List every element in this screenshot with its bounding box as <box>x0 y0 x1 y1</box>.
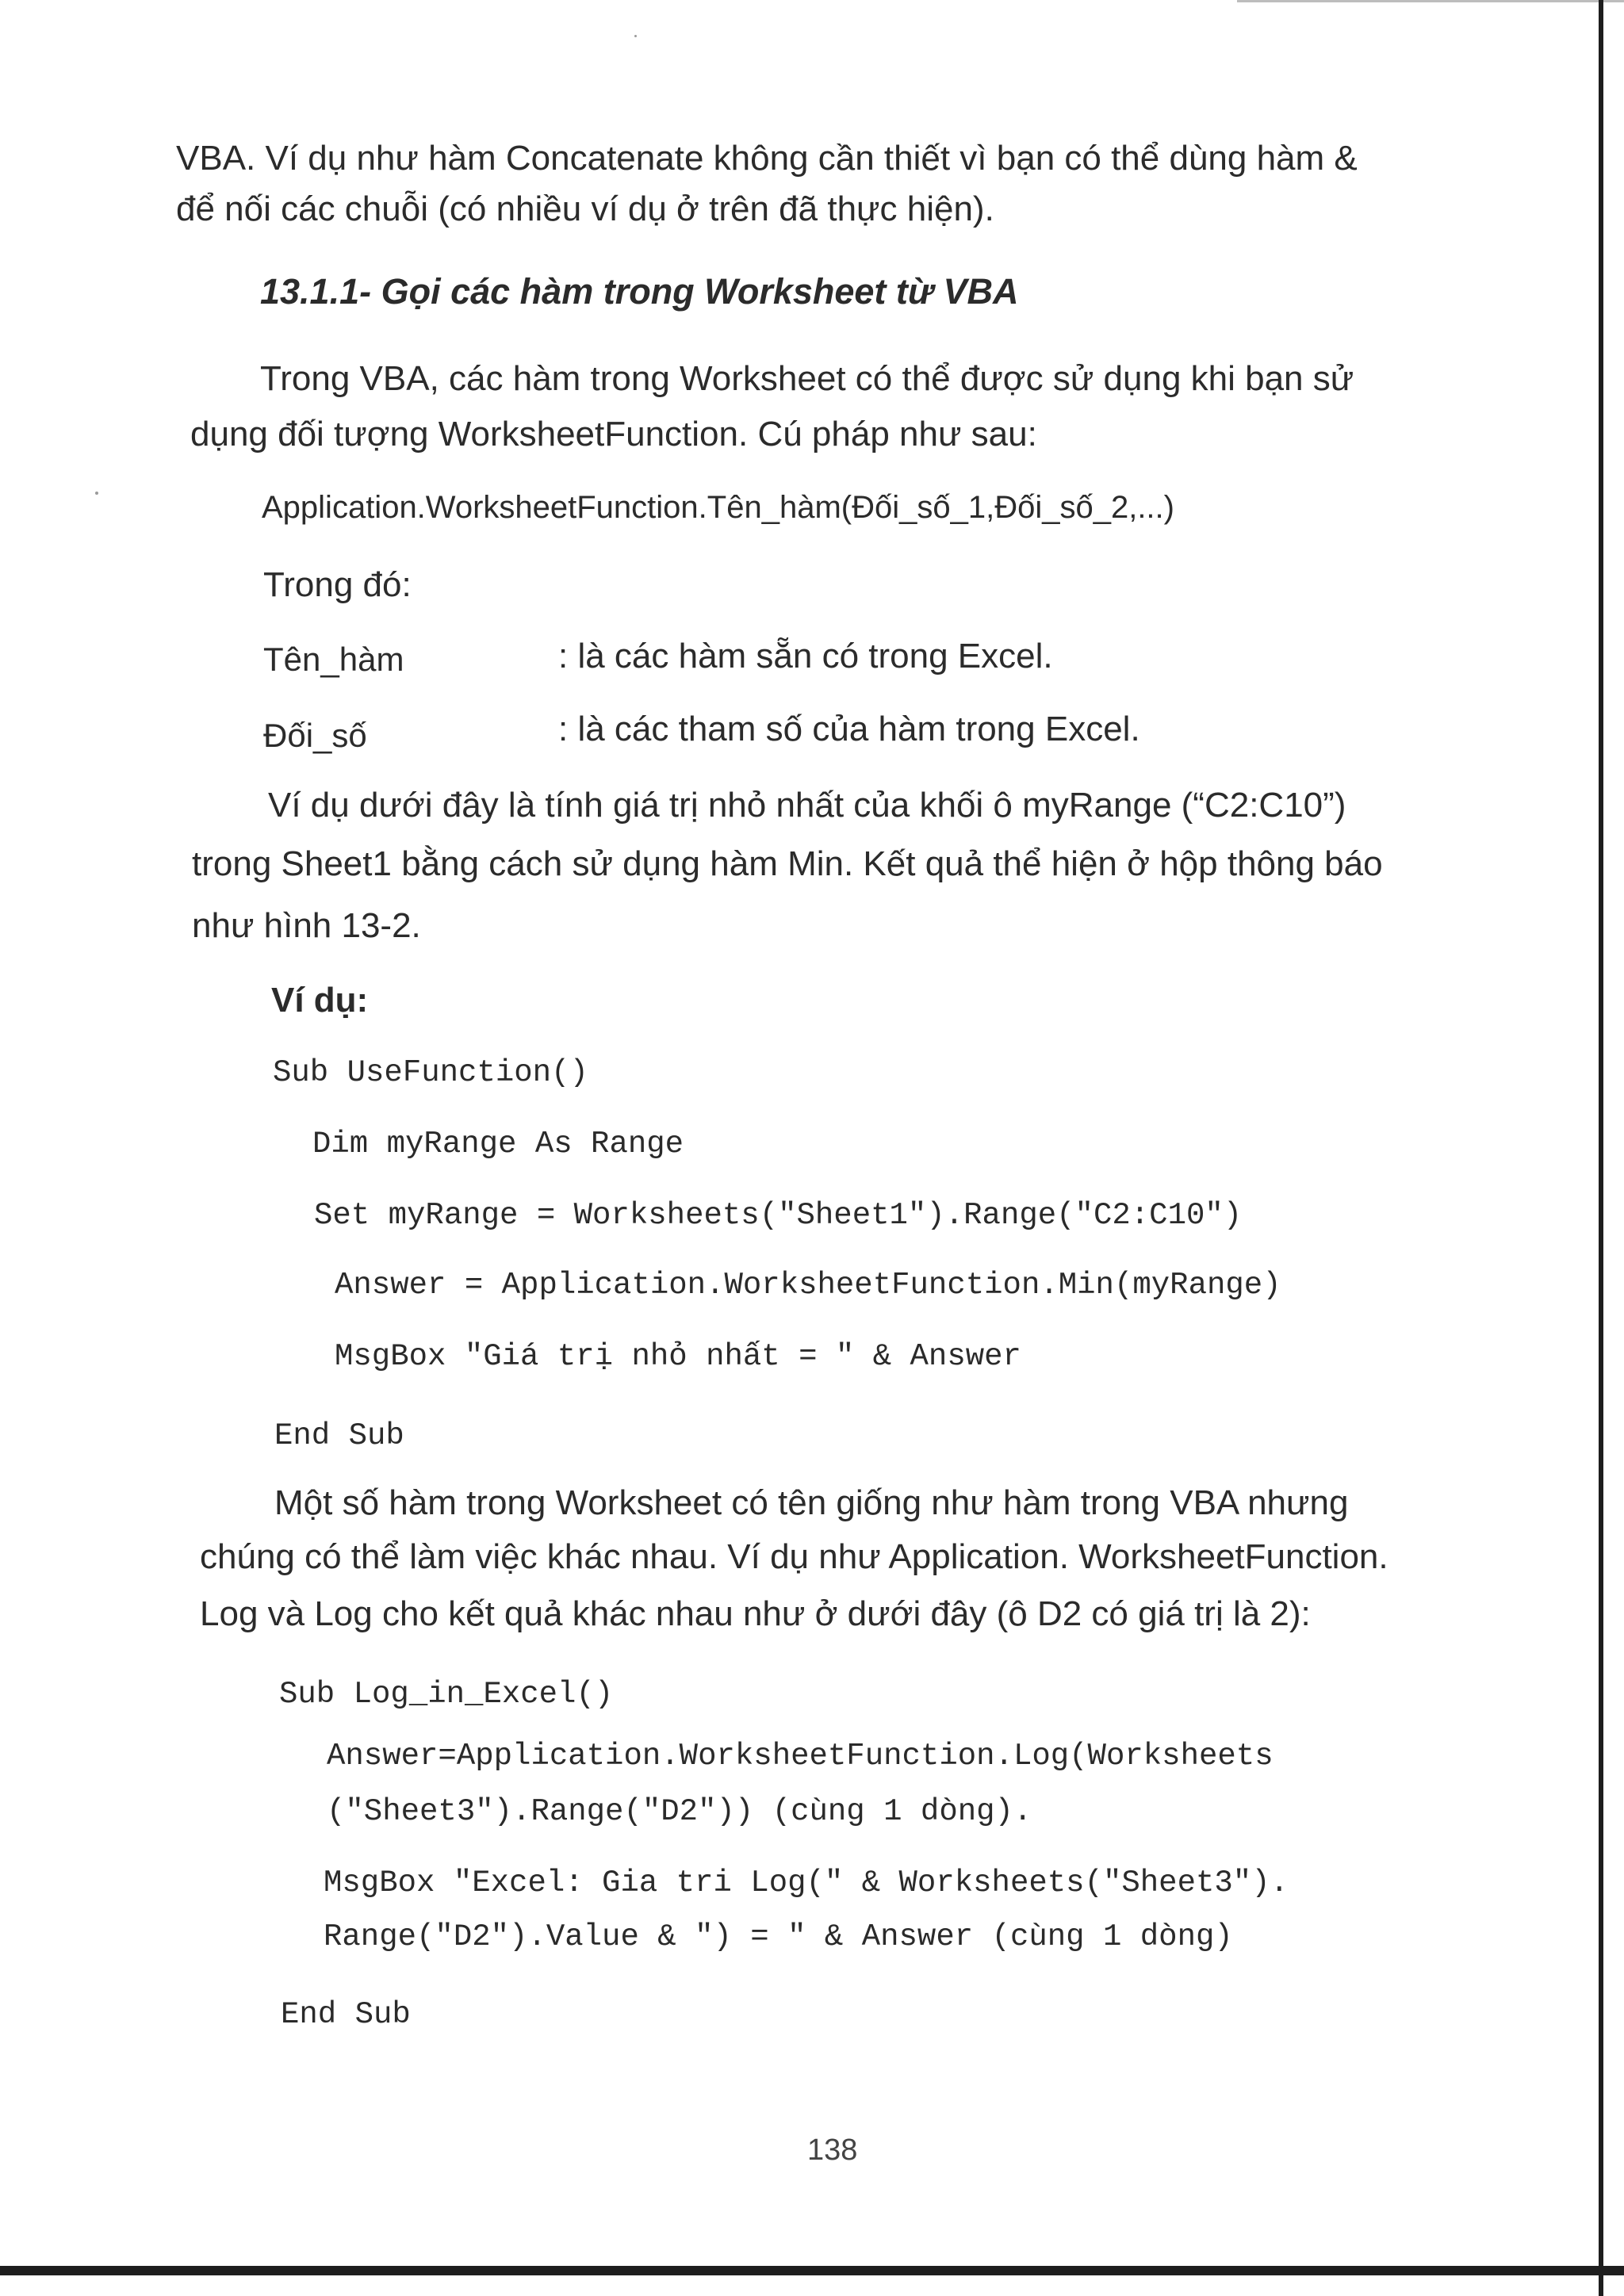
scan-edge-bottom <box>0 2266 1624 2275</box>
code-line: Sub Log_in_Excel() <box>279 1677 614 1712</box>
code-line: MsgBox "Excel: Gia tri Log(" & Worksheets("Sheet3"). <box>324 1866 1289 1900</box>
paragraph-line: dụng đối tượng WorksheetFunction. Cú pháp như sau: <box>190 415 1037 453</box>
code-line: End Sub <box>281 1997 411 2032</box>
paragraph-line: như hình 13-2. <box>192 906 421 945</box>
code-line: ("Sheet3").Range("D2")) (cùng 1 dòng). <box>327 1794 1032 1829</box>
definition-term: Tên_hàm <box>263 641 404 678</box>
syntax-line: Application.WorksheetFunction.Tên_hàm(Đối_số_1,Đối_số_2,...) <box>262 490 1174 525</box>
code-line: Set myRange = Worksheets("Sheet1").Range("C2:C10") <box>314 1198 1243 1233</box>
definition-desc: : là các hàm sẵn có trong Excel. <box>558 637 1053 675</box>
paragraph-line: Ví dụ dưới đây là tính giá trị nhỏ nhất của khối ô myRange (“C2:C10”) <box>268 786 1346 825</box>
code-line: Sub UseFunction() <box>273 1055 588 1090</box>
scan-speck <box>634 35 637 37</box>
scan-edge-top <box>1237 0 1624 2</box>
example-label: Ví dụ: <box>271 981 369 1020</box>
definition-term: Đối_số <box>263 717 367 754</box>
where-label: Trong đó: <box>263 565 412 604</box>
code-line: MsgBox "Giá trị nhỏ nhất = " & Answer <box>335 1339 1021 1374</box>
scan-edge-right <box>1599 0 1603 2296</box>
code-line: Answer = Application.WorksheetFunction.Min(myRange) <box>335 1268 1281 1303</box>
scan-speck <box>95 492 98 495</box>
paragraph-line: Trong VBA, các hàm trong Worksheet có thể được sử dụng khi bạn sử <box>260 359 1354 398</box>
code-line: End Sub <box>274 1418 404 1453</box>
definition-desc: : là các tham số của hàm trong Excel. <box>558 710 1140 748</box>
code-line: Dim myRange As Range <box>312 1127 684 1161</box>
code-line: Answer=Application.WorksheetFunction.Log(Worksheets <box>327 1739 1274 1774</box>
paragraph-line: chúng có thể làm việc khác nhau. Ví dụ như Application. WorksheetFunction. <box>200 1537 1388 1576</box>
paragraph-line: Một số hàm trong Worksheet có tên giống như hàm trong VBA nhưng <box>274 1483 1349 1522</box>
paragraph-line: để nối các chuỗi (có nhiều ví dụ ở trên đã thực hiện). <box>176 189 994 228</box>
page-number: 138 <box>807 2133 858 2167</box>
paragraph-line: VBA. Ví dụ như hàm Concatenate không cần thiết vì bạn có thể dùng hàm & <box>176 139 1358 178</box>
paragraph-line: Log và Log cho kết quả khác nhau như ở dưới đây (ô D2 có giá trị là 2): <box>200 1594 1311 1633</box>
code-line: Range("D2").Value & ") = " & Answer (cùng 1 dòng) <box>324 1919 1233 1954</box>
paragraph-line: trong Sheet1 bằng cách sử dụng hàm Min. Kết quả thể hiện ở hộp thông báo <box>192 844 1383 883</box>
section-heading: 13.1.1- Gọi các hàm trong Worksheet từ VBA <box>260 271 1019 312</box>
